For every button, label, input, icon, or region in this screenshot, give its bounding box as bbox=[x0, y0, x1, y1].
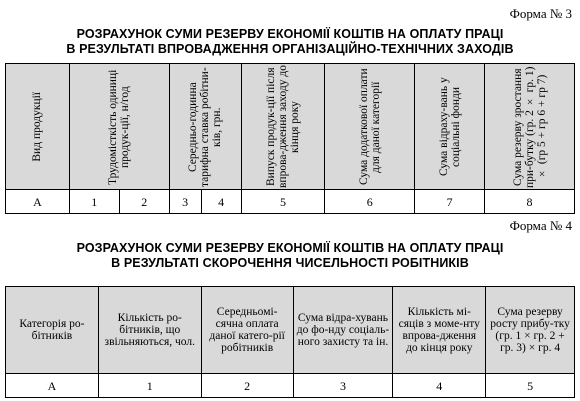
form3-column-number: 1 bbox=[69, 190, 119, 214]
form4-header-cell: Сума резерву росту прибу-тку (гр. 1 × гр. 2 + гр. 3) × гр. 4 bbox=[486, 287, 575, 374]
form4-title-line1: РОЗРАХУНОК СУМИ РЕЗЕРВУ ЕКОНОМІЇ КОШТІВ НА ОПЛАТУ ПРАЦІ bbox=[76, 241, 504, 255]
form3-header-row bbox=[6, 64, 575, 190]
form3-title-line2: В РЕЗУЛЬТАТІ ВПРОВАДЖЕННЯ ОРГАНІЗАЦІЙНО-ТЕХНІЧНИХ ЗАХОДІВ bbox=[66, 42, 514, 56]
form4-header-cell: Сума відра-хувань до фо-нду соціаль-ного захисту та ін. bbox=[293, 287, 393, 374]
form3-column-number: 3 bbox=[169, 190, 201, 214]
form4-column-number: 5 bbox=[486, 374, 575, 398]
form3-column-number: 5 bbox=[241, 190, 325, 214]
form4-column-number: 3 bbox=[293, 374, 393, 398]
form3-column-number: 8 bbox=[485, 190, 575, 214]
form3-column-number: 4 bbox=[201, 190, 241, 214]
form3-title bbox=[0, 27, 580, 57]
form3-column-number: 7 bbox=[415, 190, 485, 214]
form3-header-cell: Сума резерву зростання при-бутку (гр. 2 × гр. 1) × (гр 5 + гр 6 + гр 7) bbox=[485, 64, 575, 190]
form3-header-cell: Трудомісткість одиниці продук-ції, н/год bbox=[69, 64, 169, 190]
form3-header-cell: Сума відраху-вань у соціальні фонди bbox=[415, 64, 485, 190]
form3-header-cell: Вид продукції bbox=[6, 64, 70, 190]
form3-header-cell: Середньо-годинна тарифна ставка робітни-ків, грн. bbox=[169, 64, 241, 190]
form3-header-cell: Випуск продук-ції після впрова-дження заходу до кінця року bbox=[241, 64, 325, 190]
form3-title-line1: РОЗРАХУНОК СУМИ РЕЗЕРВУ ЕКОНОМІЇ КОШТІВ НА ОПЛАТУ ПРАЦІ bbox=[76, 27, 504, 41]
form3-label: Форма № 3 bbox=[509, 6, 572, 21]
form4-label: Форма № 4 bbox=[509, 218, 572, 233]
form4-header-cell: Кількість мі-сяців з моме-нту впрова-дження до кінця року bbox=[393, 287, 486, 374]
form4-header-cell: Середньомі-сячна оплата даної катего-рії робітників bbox=[201, 287, 293, 374]
form4-title bbox=[0, 241, 580, 271]
form3-column-number: 2 bbox=[119, 190, 169, 214]
form4-header-cell: Кількість ро-бітників, що звільняються, чол. bbox=[98, 287, 201, 374]
form4-table bbox=[5, 286, 575, 398]
form3-number-row bbox=[6, 190, 575, 214]
form3-column-number: 6 bbox=[325, 190, 415, 214]
form4-column-number: 4 bbox=[393, 374, 486, 398]
form4-header-cell: Категорія ро-бітників bbox=[6, 287, 99, 374]
form3-table bbox=[5, 63, 575, 214]
form4-column-number: А bbox=[6, 374, 99, 398]
form4-title-line2: В РЕЗУЛЬТАТІ СКОРОЧЕННЯ ЧИСЕЛЬНОСТІ РОБІТНИКІВ bbox=[111, 256, 469, 270]
form3-column-number: А bbox=[6, 190, 70, 214]
form4-column-number: 2 bbox=[201, 374, 293, 398]
form4-number-row bbox=[6, 374, 575, 398]
form3-header-cell: Сума додаткової оплати для даної категорії bbox=[325, 64, 415, 190]
form4-column-number: 1 bbox=[98, 374, 201, 398]
form4-header-row bbox=[6, 287, 575, 374]
